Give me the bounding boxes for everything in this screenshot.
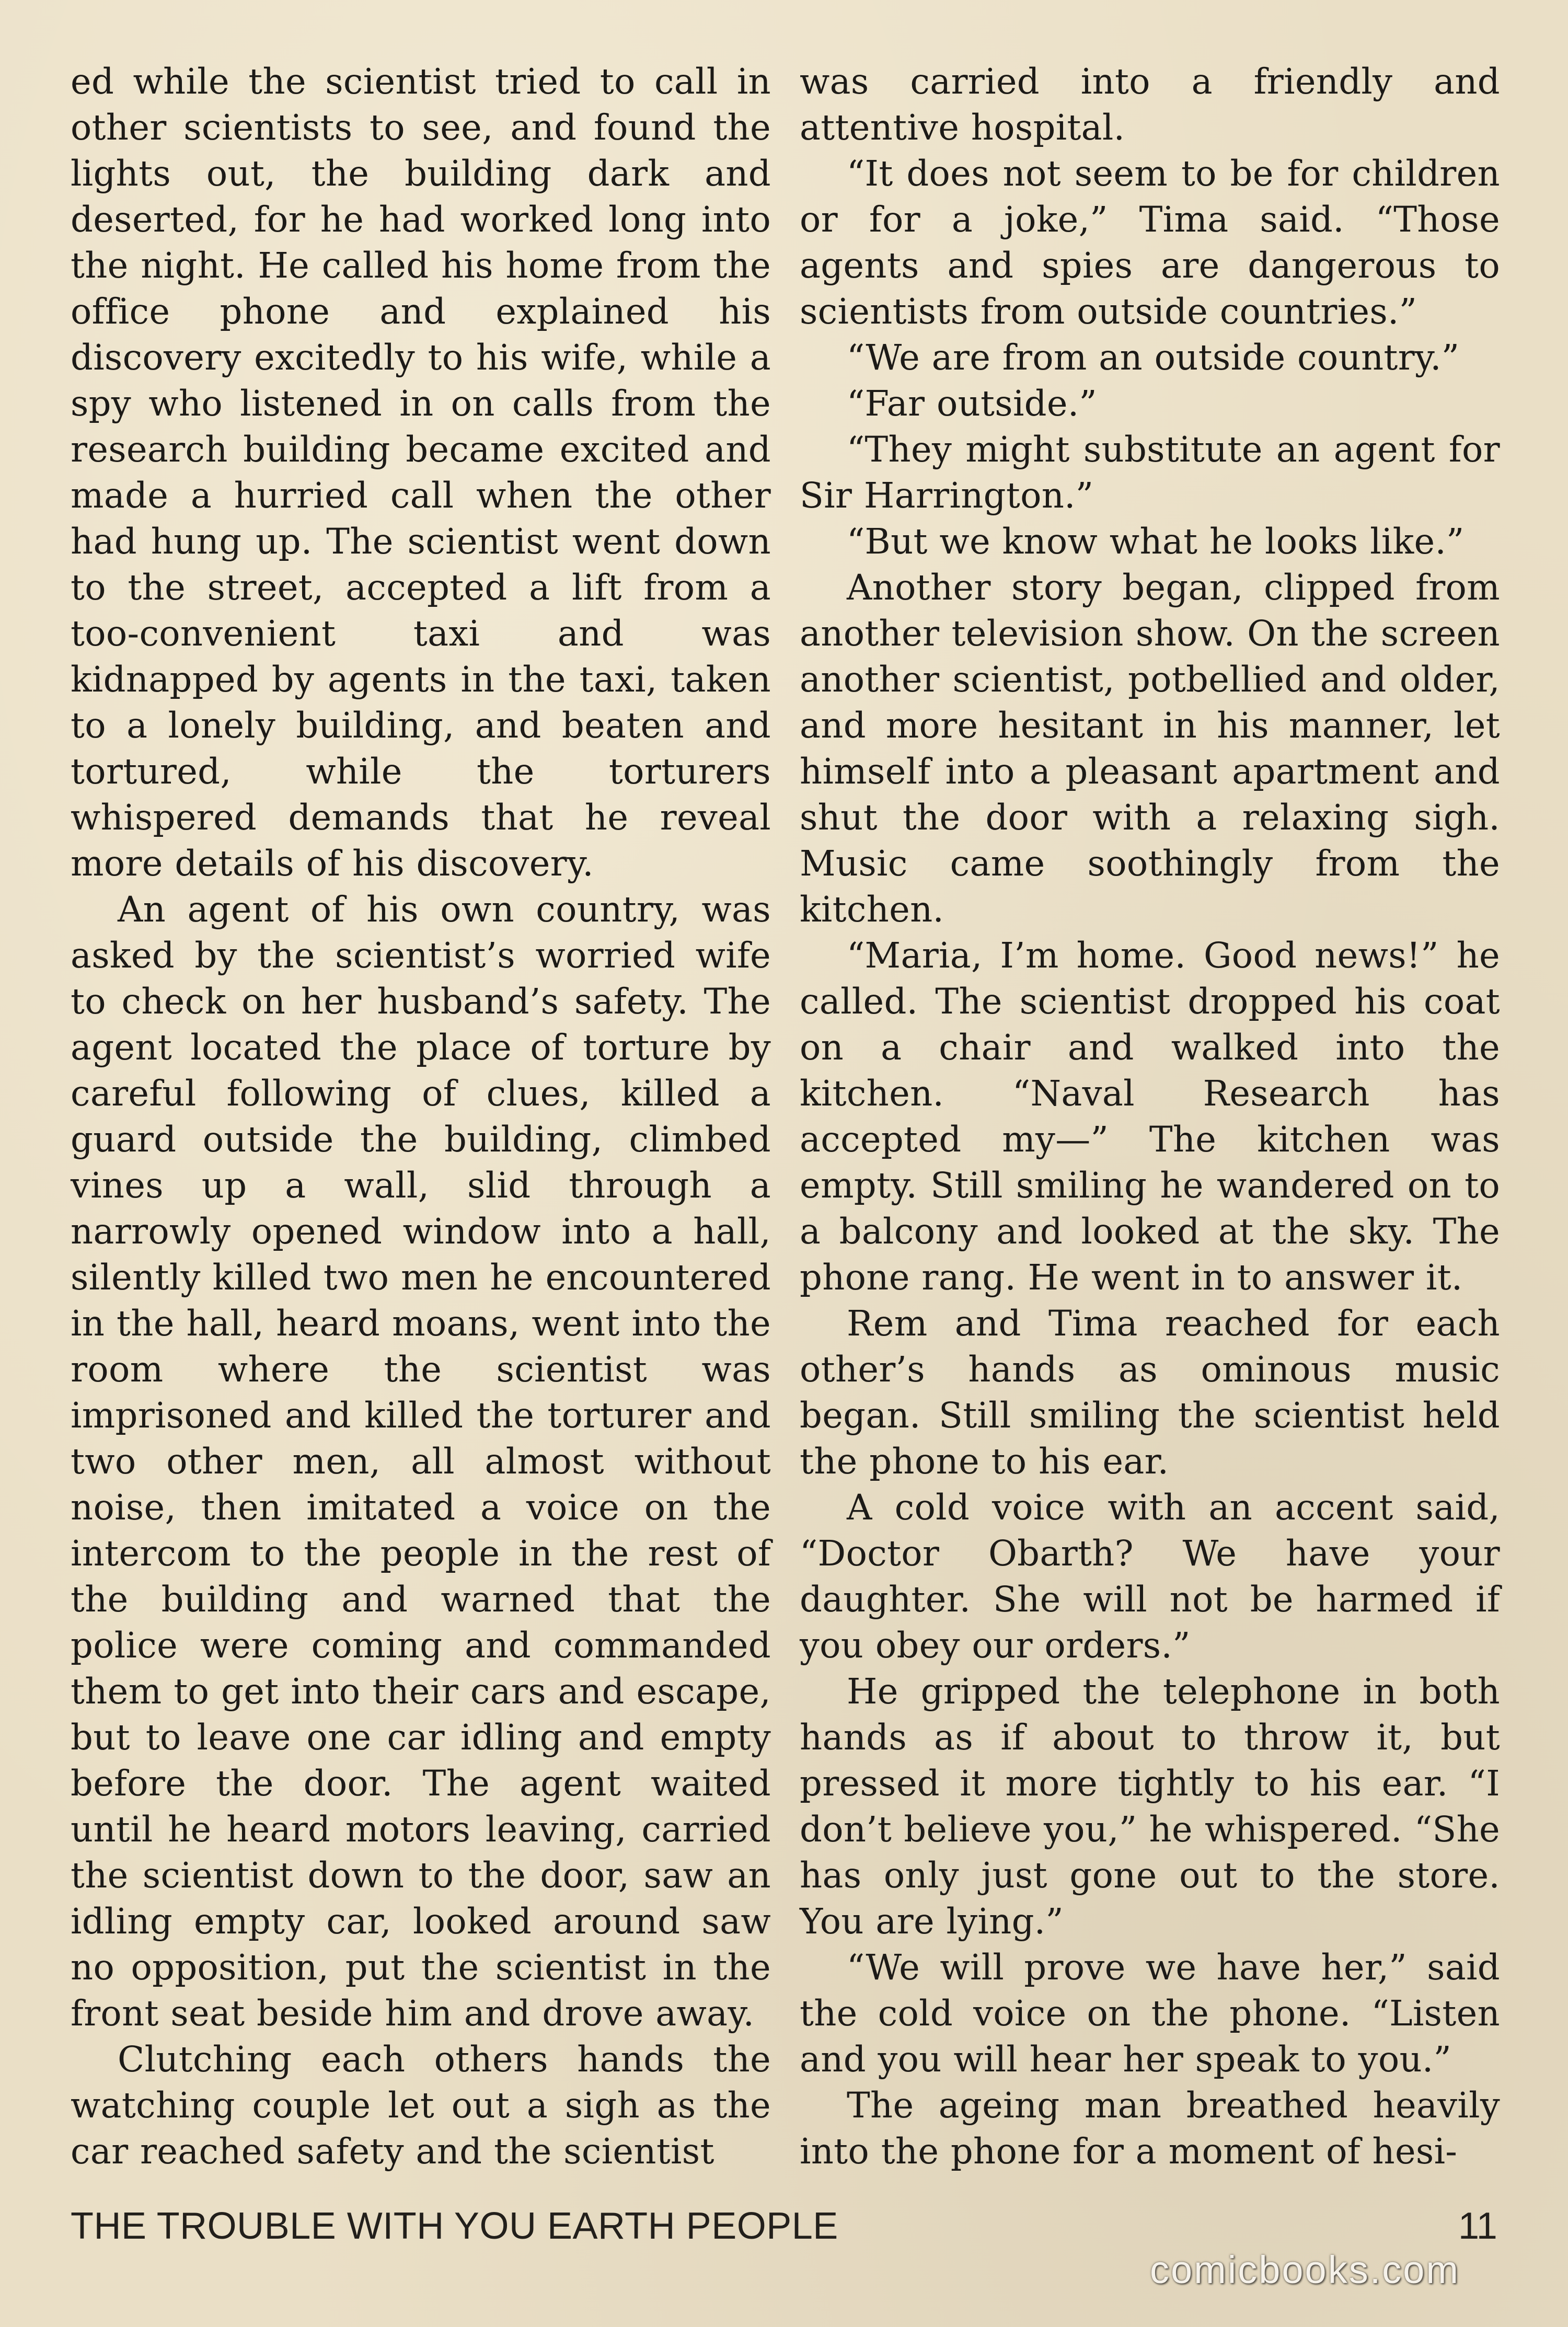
paragraph: “They might substitute an agent for Sir Harrington.”: [800, 429, 1500, 516]
paragraph: “Maria, I’m home. Good news!” he called. The scientist dropped his coat on a chair and walked into the kitchen. “Naval Research has accepted my—” The kitchen was empty. Still smiling he wandered on to a balcony and looked at the sky. The phone rang. He went in to answer it.: [800, 935, 1500, 1298]
paragraph: The ageing man breathed heavily into the phone for a moment of hesi-: [800, 2085, 1500, 2172]
paragraph: “But we know what he looks like.”: [847, 521, 1465, 562]
watermark: comicbooks.com: [1150, 2248, 1460, 2291]
paragraph: “We will prove we have her,” said the cold voice on the phone. “Listen and you will hear her speak to you.”: [800, 1947, 1500, 2080]
page-number: 11: [1458, 2205, 1497, 2247]
paragraph: An agent of his own country, was asked by the scientist’s worried wife to check on her husband’s safety. The agent located the place of torture by careful following of clues, killed a guard outside the building, climbed vines up a wall, slid through a narrowly opened window into a hall, silently killed two men he encountered in the hall, heard moans, went into the room where the scientist was imprisoned and killed the torturer and two other men, all almost without noise, then imitated a voice on the intercom to the people in the rest of the building and warned that the police were coming and commanded them to get into their cars and escape, but to leave one car idling and empty before the door. The agent waited until he heard motors leaving, carried the scientist down to the door, saw an idling empty car, looked around saw no opposition, put the scientist in the front seat beside him and drove away.: [71, 889, 771, 2034]
paragraph: “We are from an outside country.”: [847, 337, 1460, 378]
paragraph: was carried into a friendly and attentive hospital.: [800, 61, 1500, 148]
paragraph: ed while the scientist tried to call in other scientists to see, and found the lights out, the building dark and deserted, for he had worked long into the night. He called his home from the office phone and explained his discovery excitedly to his wife, while a spy who listened in on calls from the research building became excited and made a hurried call when the other had hung up. The scientist went down to the street, accepted a lift from a too-convenient taxi and was kidnapped by agents in the taxi, taken to a lonely building, and beaten and tortured, while the torturers whispered demands that he reveal more details of his discovery.: [71, 61, 771, 884]
right-text-column: [800, 59, 1500, 2174]
paragraph: Rem and Tima reached for each other’s hands as ominous music began. Still smiling the scientist held the phone to his ear.: [800, 1303, 1500, 1482]
paragraph: “Far outside.”: [847, 383, 1097, 424]
running-title: THE TROUBLE WITH YOU EARTH PEOPLE: [71, 2205, 838, 2247]
paragraph: “It does not seem to be for children or for a joke,” Tima said. “Those agents and spies are dangerous to scientists from outside countries.”: [800, 153, 1500, 332]
paragraph: Another story began, clipped from another television show. On the screen another scientist, potbellied and older, and more hesitant in his manner, let himself into a pleasant apartment and shut the door with a relaxing sigh. Music came soothingly from the kitchen.: [800, 567, 1500, 930]
paragraph: Clutching each others hands the watching couple let out a sigh as the car reached safety and the scientist: [71, 2039, 771, 2172]
left-text-column: [71, 59, 771, 2174]
paragraph: A cold voice with an accent said, “Doctor Obarth? We have your daughter. She will not be harmed if you obey our orders.”: [800, 1487, 1500, 1666]
paragraph: He gripped the telephone in both hands as if about to throw it, but pressed it more tightly to his ear. “I don’t believe you,” he whispered. “She has only just gone out to the store. You are lying.”: [800, 1671, 1500, 1942]
